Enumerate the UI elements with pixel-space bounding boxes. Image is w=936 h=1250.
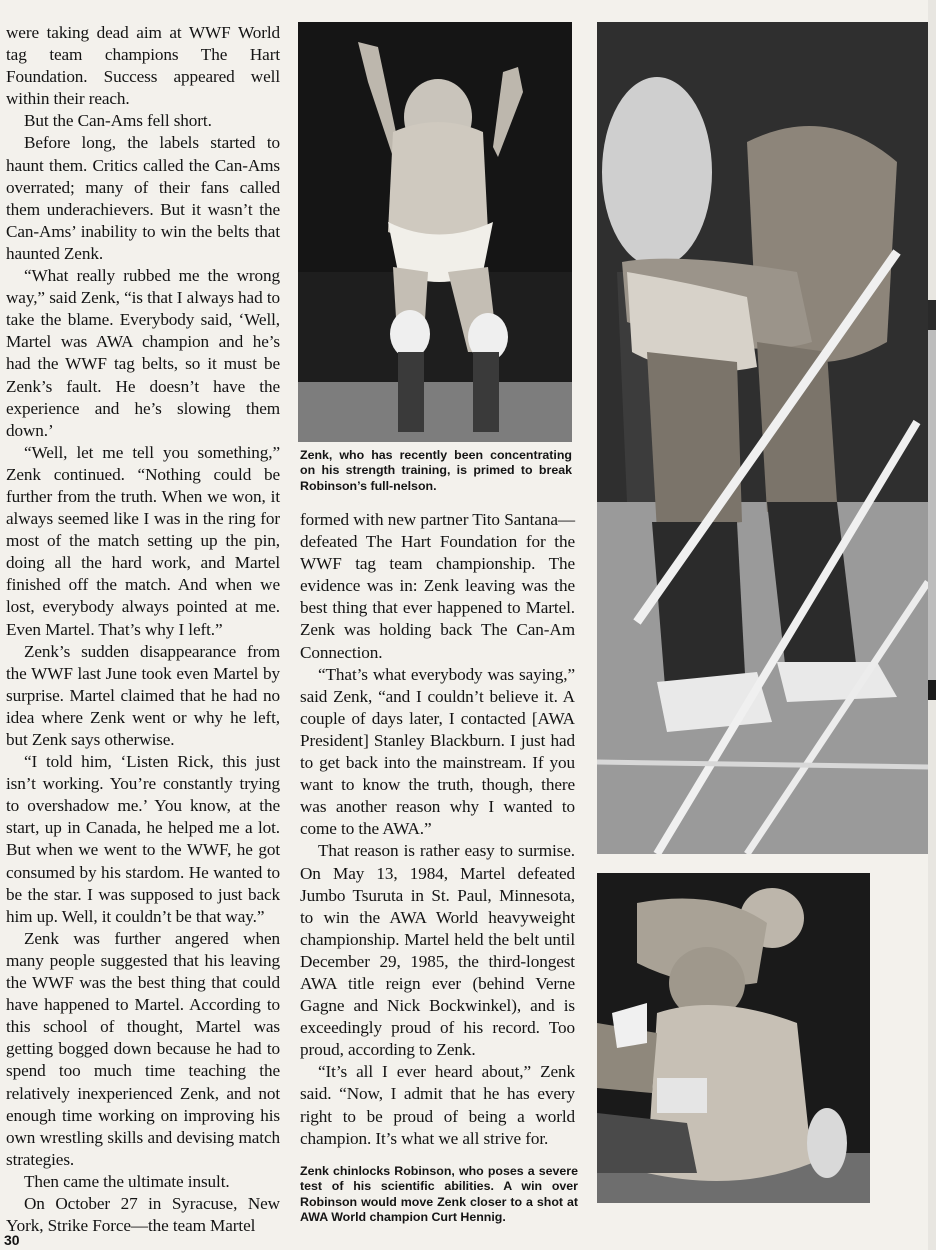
- paragraph: “What really rubbed me the wrong way,” said Zenk, “is that I always had to take the blame. Everybody said, ‘Well, Martel was AWA champion and he’s had the WWF tag belts, so it must be Zenk’s fault. He doesn’t have the experience and he’s slowing them down.’: [6, 266, 280, 440]
- photo-caption-2: Zenk chinlocks Robinson, who poses a severe test of his scientific abilities. A win over Robinson would move Zenk closer to a shot at AWA World champion Curt Hennig.: [300, 1164, 578, 1224]
- paragraph: But the Can-Ams fell short.: [24, 111, 212, 131]
- page-number: 30: [4, 1232, 20, 1248]
- paragraph: Then came the ultimate insult.: [24, 1171, 230, 1191]
- paragraph: were taking dead aim at WWF World tag team champions The Hart Foundation. Success appeared well within their reach.: [6, 23, 280, 109]
- photo-chinlock: [597, 873, 870, 1203]
- paragraph: “That’s what everybody was saying,” said Zenk, “and I couldn’t believe it. A couple of days later, I contacted [AWA President] Stanley Blackburn. I just had to get back into the mainstream. If you want to know the truth, though, there was another reason why I wanted to come to the AWA.”: [300, 664, 575, 839]
- paragraph: Zenk was further angered when many people suggested that his leaving the WWF was the best thing that could have happened to Martel. According to this school of thought, Martel was getting bogged down because he had to spend too much time teaching the relatively inexperienced Zenk, and not enough time working on improving his own wrestling skills and devising match strategies.: [6, 928, 280, 1169]
- article-column-1: [6, 22, 280, 1237]
- photo-caption-1: Zenk, who has recently been concentrating on his strength training, is primed to break Robinson’s full-nelson.: [300, 448, 572, 493]
- photo-ring-ropes: [597, 22, 928, 854]
- paragraph: Before long, the labels started to haunt them. Critics called the Can-Ams overrated; many of their fans called them underachievers. But it wasn’t the Can-Ams’ inability to win the belts that haunted Zenk.: [6, 133, 280, 263]
- paragraph: That reason is rather easy to surmise. On May 13, 1984, Martel defeated Jumbo Tsuruta in St. Paul, Minnesota, to win the AWA World heavyweight championship. Martel held the belt until December 29, 1985, the third-longest AWA title reign ever (behind Verne Gagne and Nick Bockwinkel), and is exceedingly proud of his record. Too proud, according to Zenk.: [300, 841, 575, 1060]
- paragraph: Zenk’s sudden disappearance from the WWF last June took even Martel by surprise. Martel claimed that he had no idea where Zenk went or why he left, but Zenk says otherwise.: [6, 641, 280, 749]
- paragraph: “Well, let me tell you something,” Zenk continued. “Nothing could be further from the truth. When we won, it always seemed like I was in the ring for most of the match setting up the pin, doing all the hard work, and Martel finished off the match. And when we lost, everybody always pointed at me. Even Martel. That’s why I left.”: [6, 442, 280, 639]
- photo-full-nelson: [298, 22, 572, 442]
- page-edge: [928, 0, 936, 1250]
- paragraph: formed with new partner Tito Santana—defeated The Hart Foundation for the WWF tag team championship. The evidence was in: Zenk leaving was the best thing that ever happened to Martel. Zenk was holding back The Can-Am Connection.: [300, 510, 575, 662]
- paragraph: On October 27 in Syracuse, New York, Strike Force—the team Martel: [6, 1193, 280, 1236]
- article-column-2: [300, 509, 575, 1150]
- paragraph: “I told him, ‘Listen Rick, this just isn’t working. You’re constantly trying to overshadow me.’ You know, at the start, up in Canada, he helped me a lot. But when we went to the WWF, he got consumed by his stardom. He wanted to be the star. I was supposed to just back him up. Well, it couldn’t be that way.”: [6, 752, 280, 926]
- paragraph: “It’s all I ever heard about,” Zenk said. “Now, I admit that he has every right to be proud of being a world champion. It’s what we all strive for.: [300, 1062, 575, 1148]
